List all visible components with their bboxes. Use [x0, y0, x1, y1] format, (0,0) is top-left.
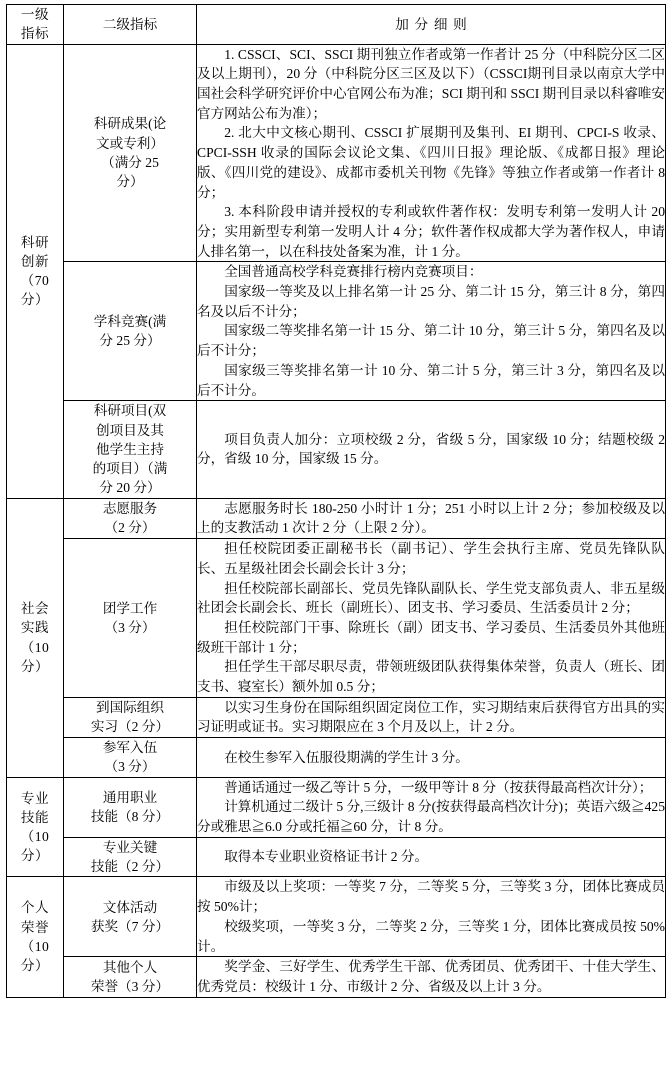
category-cell — [7, 877, 64, 997]
table-header-row — [7, 5, 666, 45]
category-label-line: 分） — [20, 958, 50, 974]
detail-rule-line: 计算机通过二级计 5 分,三级计 8 分(按获得最高档次计分)；英语六级≧425 分或雅思≧6.0 分或托福≧60 分，计 8 分。 — [197, 799, 665, 835]
table-row — [7, 697, 666, 737]
detail-rule-line: 在校生参军入伍服役期满的学生计 3 分。 — [224, 749, 469, 765]
subcategory-label-line: （3 分） — [104, 619, 156, 635]
subcategory-label-line: 参军入伍 — [102, 740, 158, 756]
subcategory-label-line: 通用职业 — [102, 790, 158, 806]
subcategory-label-line: （2 分） — [104, 520, 156, 536]
category-label-line: （10 — [20, 829, 50, 845]
subcategory-label-line: 志愿服务 — [102, 501, 158, 517]
category-label-line: （10 — [20, 939, 50, 955]
subcategory-cell — [64, 777, 197, 837]
detail-rule-line: 担任校院部门干事、除班长（副）团支书、学习委员、生活委员外其他班级班干部计 1 分； — [197, 619, 665, 655]
detail-cell — [197, 401, 666, 498]
subcategory-label-line: 的项目）（满 — [92, 461, 168, 477]
category-label-line: 分） — [20, 659, 50, 675]
header-level2-indicator: 二级指标 — [64, 5, 197, 45]
category-label-line: 技能 — [20, 809, 50, 825]
detail-rule-line: 全国普通高校学科竞赛排行榜内竞赛项目： — [224, 264, 483, 280]
subcategory-label-line: 分 20 分） — [99, 480, 161, 496]
category-label-line: 创新 — [20, 253, 50, 269]
subcategory-label-line: 实习（2 分） — [90, 719, 170, 735]
header-level1-line2: 指标 — [20, 26, 50, 42]
table-row — [7, 957, 666, 997]
detail-cell — [197, 777, 666, 837]
detail-rule-line: 1. CSSCI、SCI、SSCI 期刊独立作者或第一作者计 25 分（中科院分区二区及以上期刊），20 分（中科院分区三区及以下）（CSSCI期刊目录以南京大学中国社会科学研究评价中心官网公布为准；SCI 期刊和 SSCI 期刊目录以科睿唯安官方网站公布为准）； — [197, 46, 665, 121]
category-label-line: 荣誉 — [20, 919, 50, 935]
detail-rule-line: 2. 北大中文核心期刊、CSSCI 扩展期刊及集刊、EI 期刊、CPCI-S 收录、CPCI-SSH 收录的国际会议论文集、《四川日报》理论版、《成都日报》理论版、《四川党的建设》、成都市委机关刊物《先锋》等独立作者或第一作者计 8 分； — [197, 125, 665, 200]
detail-cell — [197, 957, 666, 997]
subcategory-label-line: 技能（2 分） — [90, 859, 170, 875]
table-row — [7, 401, 666, 498]
subcategory-label-line: 分 25 分） — [99, 333, 161, 349]
subcategory-label-line: 团学工作 — [102, 600, 158, 616]
category-cell — [7, 498, 64, 777]
subcategory-cell — [64, 539, 197, 698]
subcategory-label-line: 文或专利） — [96, 135, 164, 151]
table-row — [7, 539, 666, 698]
detail-cell — [197, 738, 666, 778]
category-label-line: 分） — [20, 848, 50, 864]
subcategory-cell — [64, 837, 197, 877]
table-row — [7, 837, 666, 877]
detail-cell — [197, 539, 666, 698]
subcategory-cell — [64, 44, 197, 262]
detail-rule-line: 志愿服务时长 180-250 小时计 1 分；251 小时以上计 2 分；参加校级及以上的支教活动 1 次计 2 分（上限 2 分）。 — [197, 500, 665, 536]
header-level1-line1: 一级 — [20, 7, 50, 22]
subcategory-cell — [64, 697, 197, 737]
category-label-line: 实践 — [20, 620, 50, 636]
subcategory-label-line: 专业关键 — [102, 839, 158, 855]
category-cell — [7, 44, 64, 498]
table-row — [7, 498, 666, 538]
bonus-points-rubric-table — [6, 4, 666, 998]
detail-rule-line: 担任校院部长副部长、党员先锋队副队长、学生党支部负责人、非五星级社团会长副会长、班长（副班长）、团支书、学习委员、生活委员计 2 分； — [197, 580, 665, 616]
category-label-line: （10 — [20, 639, 50, 655]
detail-rule-line: 奖学金、三好学生、优秀学生干部、优秀团员、优秀团干、十佳大学生、优秀党员：校级计 1 分、市级计 2 分、省级及以上计 3 分。 — [197, 959, 665, 994]
detail-rule-line: 担任校院团委正副秘书长（副书记）、学生会执行主席、党员先锋队队长、五星级社团会长副会长计 3 分； — [197, 541, 665, 576]
detail-rule-line: 3. 本科阶段申请并授权的专利或软件著作权：发明专利第一发明人计 20 分；实用新型专利第一发明人计 4 分；软件著作权成都大学为著作权人，申请人排名第一，以在科技处备案为准，计 1 分。 — [197, 204, 665, 259]
detail-cell — [197, 877, 666, 957]
detail-rule-line: 担任学生干部尽职尽责，带领班级团队获得集体荣誉，负责人（班长、团支书、寝室长）额外加 0.5 分； — [197, 659, 665, 695]
category-label-line: 专业 — [20, 790, 50, 806]
subcategory-label-line: 荣誉（3 分） — [90, 978, 170, 994]
subcategory-label-line: 文体活动 — [102, 899, 158, 915]
table-row — [7, 738, 666, 778]
detail-rule-line: 市级及以上奖项：一等奖 7 分，二等奖 5 分，三等奖 3 分，团体比赛成员按 50%计； — [197, 879, 665, 915]
detail-rule-line: 普通话通过一级乙等计 5 分，一级甲等计 8 分（按获得最高档次计分）； — [224, 779, 653, 795]
subcategory-cell — [64, 957, 197, 997]
subcategory-label-line: 学科竞赛(满 — [93, 313, 167, 329]
category-label-line: 科研 — [20, 234, 50, 250]
detail-rule-line: 项目负责人加分：立项校级 2 分，省级 5 分，国家级 10 分；结题校级 2 分，省级 10 分，国家级 15 分。 — [197, 431, 665, 467]
subcategory-cell — [64, 262, 197, 401]
table-row — [7, 44, 666, 262]
detail-rule-line: 国家级一等奖及以上排名第一计 25 分、第二计 15 分，第三计 8 分，第四名及以后不计分； — [197, 284, 665, 319]
subcategory-label-line: （3 分） — [104, 759, 156, 775]
detail-rule-line: 国家级二等奖排名第一计 15 分、第二计 10 分，第三计 5 分，第四名及以后不计分； — [197, 323, 665, 359]
table-row — [7, 262, 666, 401]
subcategory-label-line: 分） — [116, 174, 144, 190]
detail-rule-line: 取得本专业职业资格证书计 2 分。 — [224, 849, 429, 865]
detail-cell — [197, 697, 666, 737]
subcategory-label-line: （满分 25 — [101, 154, 159, 170]
subcategory-label-line: 科研成果(论 — [93, 116, 167, 132]
category-label-line: 个人 — [20, 900, 50, 916]
table-row — [7, 777, 666, 837]
subcategory-label-line: 他学生主持 — [96, 441, 164, 457]
subcategory-cell — [64, 498, 197, 538]
subcategory-label-line: 获奖（7 分） — [90, 918, 170, 934]
detail-cell — [197, 44, 666, 262]
subcategory-label-line: 其他个人 — [102, 959, 158, 975]
detail-rule-line: 国家级三等奖排名第一计 10 分、第二计 5 分，第三计 3 分，第四名及以后不计分。 — [197, 362, 665, 398]
subcategory-label-line: 科研项目(双 — [93, 403, 167, 419]
subcategory-label-line: 创项目及其 — [96, 422, 164, 438]
subcategory-label-line: 技能（8 分） — [90, 809, 170, 825]
detail-cell — [197, 262, 666, 401]
category-label-line: （70 — [20, 273, 50, 289]
detail-rule-line: 校级奖项，一等奖 3 分，二等奖 2 分，三等奖 1 分，团体比赛成员按 50%计。 — [197, 918, 665, 954]
header-level1-indicator — [7, 5, 64, 45]
header-bonus-rules: 加分细则 — [197, 5, 666, 45]
subcategory-label-line: 到国际组织 — [96, 700, 164, 716]
detail-cell — [197, 837, 666, 877]
category-cell — [7, 777, 64, 877]
detail-rule-line: 以实习生身份在国际组织固定岗位工作，实习期结束后获得官方出具的实习证明或证书。实习期限应在 3 个月及以上，计 2 分。 — [197, 699, 665, 735]
subcategory-cell — [64, 401, 197, 498]
table-row — [7, 877, 666, 957]
subcategory-cell — [64, 738, 197, 778]
category-label-line: 分） — [20, 292, 50, 308]
category-label-line: 社会 — [20, 601, 50, 617]
detail-cell — [197, 498, 666, 538]
subcategory-cell — [64, 877, 197, 957]
